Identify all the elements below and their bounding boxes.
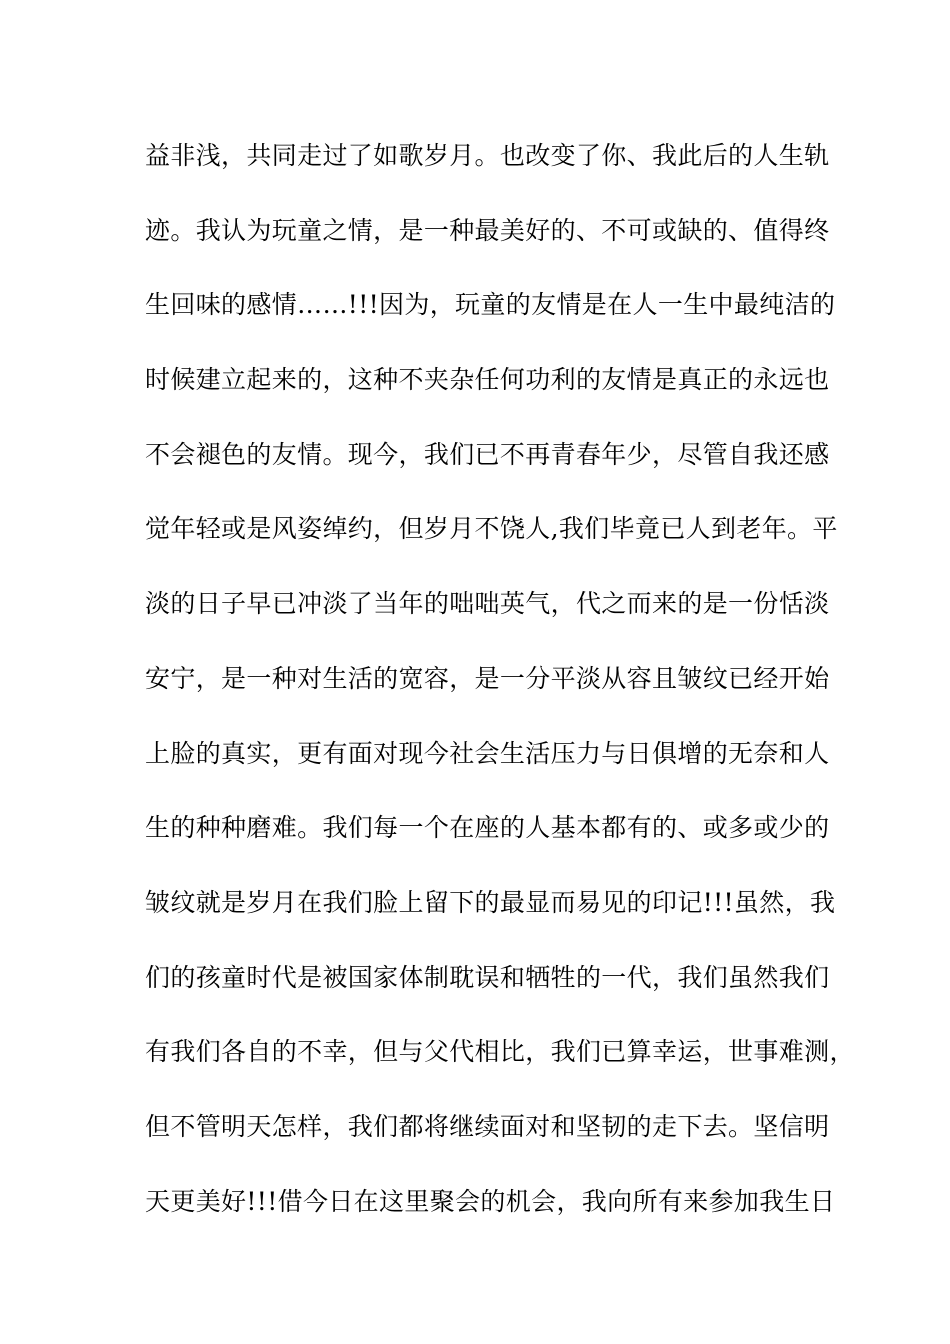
body-text — [145, 131, 855, 1251]
text-line-15: 天更美好!!!借今日在这里聚会的机会，我向所有来参加我生日 — [145, 1186, 836, 1216]
text-line-9: 上脸的真实，更有面对现今社会生活压力与日俱增的无奈和人 — [145, 738, 830, 768]
text-line-4: 时候建立起来的，这种不夹杂任何功利的友情是真正的永远也 — [145, 365, 830, 395]
text-line-12: 们的孩童时代是被国家体制耽误和牺牲的一代，我们虽然我们 — [145, 962, 830, 992]
text-line-10: 生的种种磨难。我们每一个在座的人基本都有的、或多或少的 — [145, 813, 830, 843]
text-line-5: 不会褪色的友情。现今，我们已不再青春年少，尽管自我还感 — [145, 439, 830, 469]
text-line-2: 迹。我认为玩童之情，是一种最美好的、不可或缺的、值得终 — [145, 215, 830, 245]
text-line-14: 但不管明天怎样，我们都将继续面对和坚韧的走下去。坚信明 — [145, 1111, 830, 1141]
text-line-8: 安宁，是一种对生活的宽容，是一分平淡从容且皱纹已经开始 — [145, 663, 830, 693]
text-line-11: 皱纹就是岁月在我们脸上留下的最显而易见的印记!!!虽然，我 — [145, 887, 836, 917]
text-line-7: 淡的日子早已冲淡了当年的咄咄英气，代之而来的是一份恬淡 — [145, 589, 830, 619]
text-line-3: 生回味的感情……!!!因为，玩童的友情是在人一生中最纯洁的 — [145, 290, 836, 320]
text-line-13: 有我们各自的不幸，但与父代相比，我们已算幸运，世事难测， — [145, 1037, 855, 1067]
text-line-6: 觉年轻或是风姿绰约，但岁月不饶人,我们毕竟已人到老年。平 — [145, 514, 838, 544]
text-line-1: 益非浅，共同走过了如歌岁月。也改变了你、我此后的人生轨 — [145, 141, 830, 170]
